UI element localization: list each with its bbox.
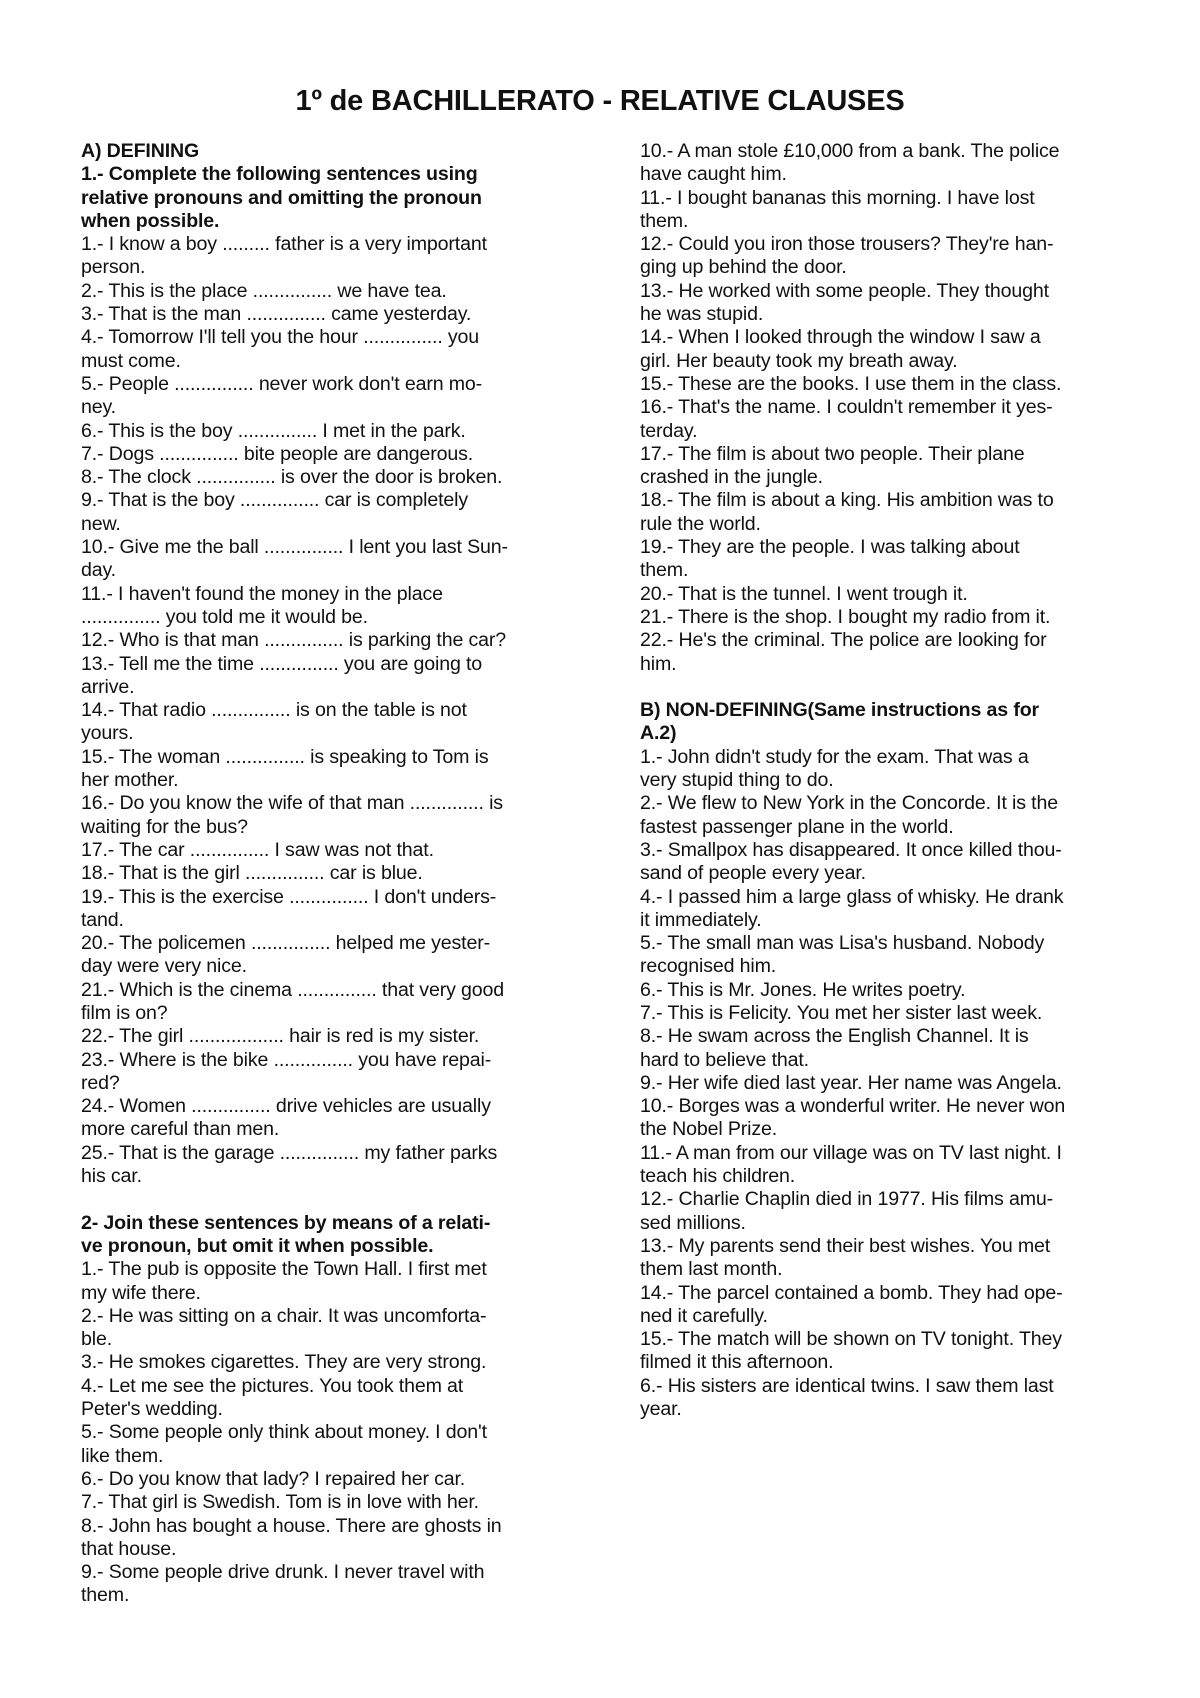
left-text-line: 9.- That is the boy ............... car is completely <box>81 489 468 512</box>
left-text-line: 19.- This is the exercise ............... I don't unders- <box>81 885 497 908</box>
right-text-line: sed millions. <box>640 1211 746 1234</box>
left-spacer <box>81 1188 556 1211</box>
left-heading-line: relative pronouns and omitting the pronoun <box>81 186 482 209</box>
left-text-line: Peter's wedding. <box>81 1398 223 1421</box>
left-text-line: new. <box>81 512 121 535</box>
right-text-line: 15.- These are the books. I use them in the class. <box>640 372 1062 395</box>
right-text-line: he was stupid. <box>640 303 764 326</box>
left-text-line: 5.- People ............... never work don't earn mo- <box>81 372 483 395</box>
left-text-line: 21.- Which is the cinema ............... that very good <box>81 978 504 1001</box>
right-text-line: 12.- Could you iron those trousers? They're han- <box>640 233 1054 256</box>
right-text-line: 5.- The small man was Lisa's husband. Nobody <box>640 932 1045 955</box>
right-text-line: them. <box>640 209 689 232</box>
left-text-line: 23.- Where is the bike ............... you have repai- <box>81 1048 492 1071</box>
left-text-line: 24.- Women ............... drive vehicles are usually <box>81 1095 491 1118</box>
left-heading-line: 2- Join these sentences by means of a relati- <box>81 1211 491 1234</box>
right-text-line: 8.- He swam across the English Channel. It is <box>640 1025 1029 1048</box>
left-text-line: her mother. <box>81 769 179 792</box>
right-text-line: 16.- That's the name. I couldn't remember it yes- <box>640 396 1053 419</box>
left-text-line: 5.- Some people only think about money. I don't <box>81 1421 487 1444</box>
left-text-line: that house. <box>81 1537 177 1560</box>
right-spacer <box>640 676 1133 699</box>
left-text-line: 1.- The pub is opposite the Town Hall. I first met <box>81 1258 487 1281</box>
right-text-line: ging up behind the door. <box>640 256 847 279</box>
right-text-line: 3.- Smallpox has disappeared. It once killed thou- <box>640 838 1062 861</box>
right-text-line: 14.- When I looked through the window I saw a <box>640 326 1041 349</box>
right-text-line: 6.- His sisters are identical twins. I saw them last <box>640 1374 1054 1397</box>
right-text-line: 11.- A man from our village was on TV last night. I <box>640 1141 1062 1164</box>
left-text-line: 17.- The car ............... I saw was not that. <box>81 838 434 861</box>
right-text-line: 15.- The match will be shown on TV tonight. They <box>640 1328 1062 1351</box>
right-text-line: 17.- The film is about two people. Their plane <box>640 442 1025 465</box>
right-text-line: 13.- My parents send their best wishes. You met <box>640 1234 1051 1257</box>
right-text-line: the Nobel Prize. <box>640 1118 778 1141</box>
left-text-line: 12.- Who is that man ............... is parking the car? <box>81 629 507 652</box>
left-text-line: 2.- This is the place ............... we have tea. <box>81 279 447 302</box>
right-heading-line: B) NON-DEFINING(Same instructions as for <box>640 699 1039 722</box>
right-text-line: 11.- I bought bananas this morning. I have lost <box>640 186 1035 209</box>
left-text-line: ............... you told me it would be. <box>81 605 368 628</box>
left-text-line: 9.- Some people drive drunk. I never travel with <box>81 1561 485 1584</box>
left-text-line: 10.- Give me the ball ............... I lent you last Sun- <box>81 536 508 559</box>
left-text-line: 2.- He was sitting on a chair. It was uncomforta- <box>81 1304 487 1327</box>
right-text-line: 22.- He's the criminal. The police are looking for <box>640 629 1047 652</box>
left-text-line: film is on? <box>81 1001 168 1024</box>
left-text-line: 22.- The girl .................. hair is red is my sister. <box>81 1025 480 1048</box>
right-text-line: ned it carefully. <box>640 1304 768 1327</box>
right-text-line: 20.- That is the tunnel. I went trough it. <box>640 582 968 605</box>
left-text-line: day were very nice. <box>81 955 247 978</box>
left-text-line: them. <box>81 1584 130 1607</box>
left-text-line: tand. <box>81 908 124 931</box>
right-text-line: fastest passenger plane in the world. <box>640 815 954 838</box>
right-text-line: 9.- Her wife died last year. Her name was Angela. <box>640 1071 1062 1094</box>
left-text-line: person. <box>81 256 146 279</box>
left-text-line: 1.- I know a boy ......... father is a very important <box>81 233 487 256</box>
right-text-line: recognised him. <box>640 955 777 978</box>
right-text-line: 2.- We flew to New York in the Concorde. It is the <box>640 792 1058 815</box>
left-text-line: 13.- Tell me the time ............... you are going to <box>81 652 483 675</box>
left-text-line: 8.- John has bought a house. There are ghosts in <box>81 1514 502 1537</box>
left-text-line: 15.- The woman ............... is speaking to Tom is <box>81 745 489 768</box>
left-text-line: waiting for the bus? <box>81 815 248 838</box>
left-text-line: like them. <box>81 1444 164 1467</box>
right-text-line: hard to believe that. <box>640 1048 809 1071</box>
right-text-line: have caught him. <box>640 163 787 186</box>
right-text-line: 10.- A man stole £10,000 from a bank. The police <box>640 140 1060 162</box>
left-heading-line: ve pronoun, but omit it when possible. <box>81 1234 434 1257</box>
left-text-line: 7.- That girl is Swedish. Tom is in love with her. <box>81 1491 479 1514</box>
right-text-line: them last month. <box>640 1258 783 1281</box>
left-text-line: 4.- Tomorrow I'll tell you the hour ............... you <box>81 326 480 349</box>
left-text-line: 14.- That radio ............... is on the table is not <box>81 699 467 722</box>
right-heading-line: A.2) <box>640 722 677 745</box>
right-text-line: 4.- I passed him a large glass of whisky. He drank <box>640 885 1064 908</box>
left-text-line: 6.- This is the boy ............... I met in the park. <box>81 419 466 442</box>
left-text-line: more careful than men. <box>81 1118 280 1141</box>
left-text-line: 8.- The clock ............... is over the door is broken. <box>81 466 503 489</box>
right-text-line: it immediately. <box>640 908 762 931</box>
left-text-line: yours. <box>81 722 134 745</box>
left-text-line: my wife there. <box>81 1281 201 1304</box>
left-text-line: 16.- Do you know the wife of that man .............. is <box>81 792 503 815</box>
left-text-line: 11.- I haven't found the money in the place <box>81 582 443 605</box>
right-text-line: 14.- The parcel contained a bomb. They had ope- <box>640 1281 1063 1304</box>
left-text-line: ble. <box>81 1328 112 1351</box>
left-text-line: 25.- That is the garage ............... my father parks <box>81 1141 498 1164</box>
left-text-line: 3.- That is the man ............... came yesterday. <box>81 303 472 326</box>
right-text-line: him. <box>640 652 677 675</box>
left-text-line: must come. <box>81 349 181 372</box>
page-title: 1º de BACHILLERATO - RELATIVE CLAUSES <box>295 85 905 117</box>
right-text-line: 13.- He worked with some people. They thought <box>640 279 1049 302</box>
left-text-line: arrive. <box>81 675 135 698</box>
right-text-line: terday. <box>640 419 698 442</box>
right-text-line: 7.- This is Felicity. You met her sister last week. <box>640 1001 1043 1024</box>
left-column <box>81 140 556 1608</box>
right-text-line: filmed it this afternoon. <box>640 1351 834 1374</box>
left-heading-line: when possible. <box>81 209 220 232</box>
left-text-line: ney. <box>81 396 116 419</box>
right-column <box>640 140 1133 1421</box>
right-text-line: 10.- Borges was a wonderful writer. He never won <box>640 1095 1066 1118</box>
right-text-line: rule the world. <box>640 512 761 535</box>
left-text-line: 3.- He smokes cigarettes. They are very strong. <box>81 1351 487 1374</box>
right-text-line: sand of people every year. <box>640 862 866 885</box>
right-text-line: 21.- There is the shop. I bought my radio from it. <box>640 605 1051 628</box>
left-text-line: 7.- Dogs ............... bite people are dangerous. <box>81 442 474 465</box>
right-text-line: 6.- This is Mr. Jones. He writes poetry. <box>640 978 966 1001</box>
right-text-line: 18.- The film is about a king. His ambition was to <box>640 489 1054 512</box>
right-text-line: 19.- They are the people. I was talking about <box>640 536 1020 559</box>
left-text-line: 4.- Let me see the pictures. You took them at <box>81 1374 464 1397</box>
left-text-line: 6.- Do you know that lady? I repaired her car. <box>81 1467 466 1490</box>
left-text-line: day. <box>81 559 116 582</box>
right-text-line: 12.- Charlie Chaplin died in 1977. His films amu- <box>640 1188 1054 1211</box>
right-text-line: girl. Her beauty took my breath away. <box>640 349 958 372</box>
left-heading-line: 1.- Complete the following sentences using <box>81 163 478 186</box>
right-text-line: them. <box>640 559 689 582</box>
left-heading-line: A) DEFINING <box>81 140 200 162</box>
right-text-line: very stupid thing to do. <box>640 769 834 792</box>
right-text-line: year. <box>640 1398 682 1421</box>
left-text-line: 20.- The policemen ............... helped me yester- <box>81 932 490 955</box>
left-text-line: his car. <box>81 1165 142 1188</box>
right-text-line: 1.- John didn't study for the exam. That was a <box>640 745 1029 768</box>
right-text-line: crashed in the jungle. <box>640 466 823 489</box>
left-text-line: red? <box>81 1071 120 1094</box>
right-text-line: teach his children. <box>640 1165 796 1188</box>
left-text-line: 18.- That is the girl ............... car is blue. <box>81 862 423 885</box>
